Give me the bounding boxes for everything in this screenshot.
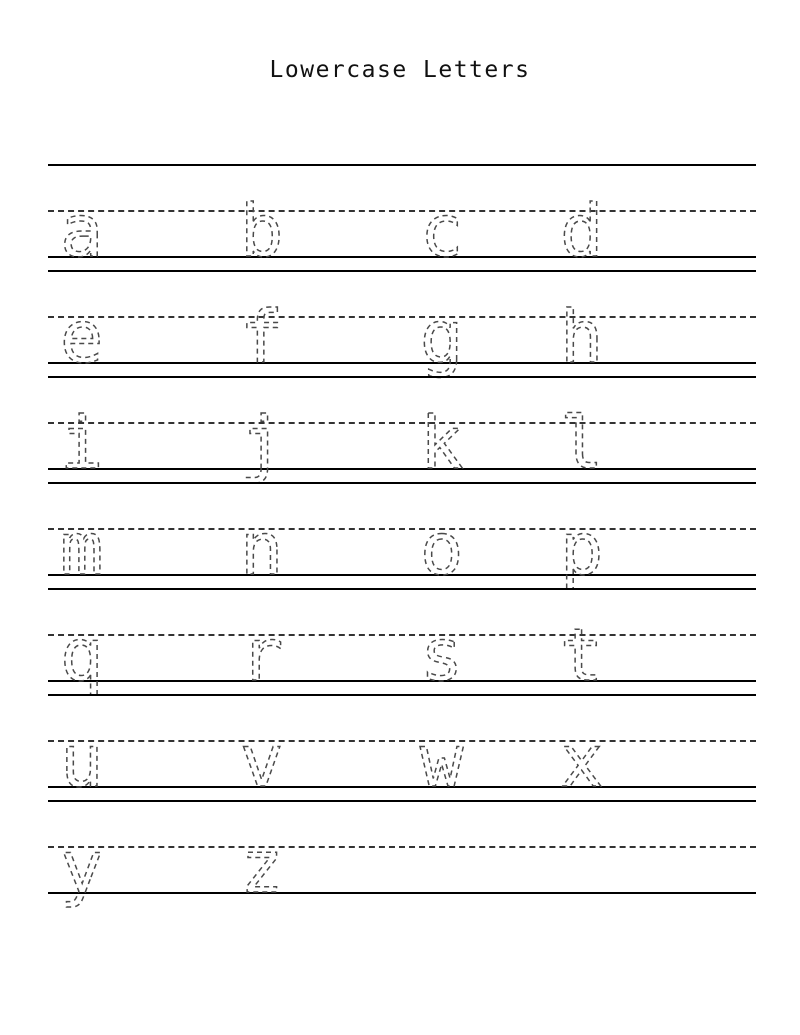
svg-text:r: r [240, 613, 284, 697]
svg-text:u: u [60, 719, 104, 803]
trace-letter [420, 490, 480, 591]
trace-letter [560, 596, 620, 697]
svg-text:l: l [560, 401, 604, 485]
letter-slots [48, 588, 756, 697]
guide-line-bottom [48, 574, 756, 576]
svg-text:n: n [240, 507, 284, 591]
svg-text:t: t [560, 613, 604, 697]
svg-text:d: d [560, 189, 604, 273]
trace-letter [420, 384, 480, 485]
guide-line-bottom [48, 256, 756, 258]
svg-text:c: c [420, 189, 464, 273]
tracing-row [0, 164, 800, 273]
tracing-rows [0, 164, 800, 909]
trace-letter [60, 808, 120, 909]
trace-letter [60, 702, 120, 803]
tracing-row [0, 694, 800, 803]
letter-slots [48, 694, 756, 803]
trace-letter [240, 278, 300, 379]
trace-letter [60, 490, 120, 591]
trace-letter [60, 172, 120, 273]
svg-text:m: m [60, 507, 104, 591]
trace-letter [240, 384, 300, 485]
trace-letter [560, 278, 620, 379]
trace-letter [420, 172, 480, 273]
tracing-row [0, 376, 800, 485]
svg-text:z: z [240, 825, 284, 909]
trace-letter [420, 278, 480, 379]
guide-line-bottom [48, 680, 756, 682]
trace-letter [240, 808, 300, 909]
trace-letter [60, 278, 120, 379]
trace-letter [240, 490, 300, 591]
letter-slots [48, 482, 756, 591]
svg-text:b: b [240, 189, 284, 273]
trace-letter [420, 702, 480, 803]
letter-slots [48, 800, 756, 909]
tracing-row [0, 482, 800, 591]
svg-text:j: j [240, 401, 284, 485]
trace-letter [240, 702, 300, 803]
trace-letter [560, 384, 620, 485]
letter-slots [48, 270, 756, 379]
svg-text:h: h [560, 295, 604, 379]
page-title: Lowercase Letters [269, 57, 531, 83]
tracing-row [0, 588, 800, 697]
svg-text:y: y [60, 825, 104, 909]
svg-text:g: g [420, 295, 464, 379]
trace-letter [240, 596, 300, 697]
guide-line-bottom [48, 892, 756, 894]
trace-letter [560, 490, 620, 591]
trace-letter [560, 172, 620, 273]
svg-text:p: p [560, 507, 604, 591]
trace-letter [60, 384, 120, 485]
svg-text:a: a [60, 189, 104, 273]
guide-line-bottom [48, 362, 756, 364]
svg-text:q: q [60, 613, 104, 697]
trace-letter [60, 596, 120, 697]
svg-text:k: k [420, 401, 464, 485]
svg-text:w: w [420, 719, 464, 803]
svg-text:o: o [420, 507, 464, 591]
svg-text:s: s [420, 613, 464, 697]
guide-line-bottom [48, 468, 756, 470]
svg-text:e: e [60, 295, 104, 379]
guide-line-bottom [48, 786, 756, 788]
trace-letter [560, 702, 620, 803]
svg-text:v: v [240, 719, 284, 803]
svg-text:f: f [240, 295, 284, 379]
letter-slots [48, 164, 756, 273]
letter-slots [48, 376, 756, 485]
svg-text:i: i [60, 401, 104, 485]
tracing-row [0, 800, 800, 909]
trace-letter [240, 172, 300, 273]
trace-letter [420, 596, 480, 697]
svg-text:x: x [560, 719, 604, 803]
tracing-row [0, 270, 800, 379]
